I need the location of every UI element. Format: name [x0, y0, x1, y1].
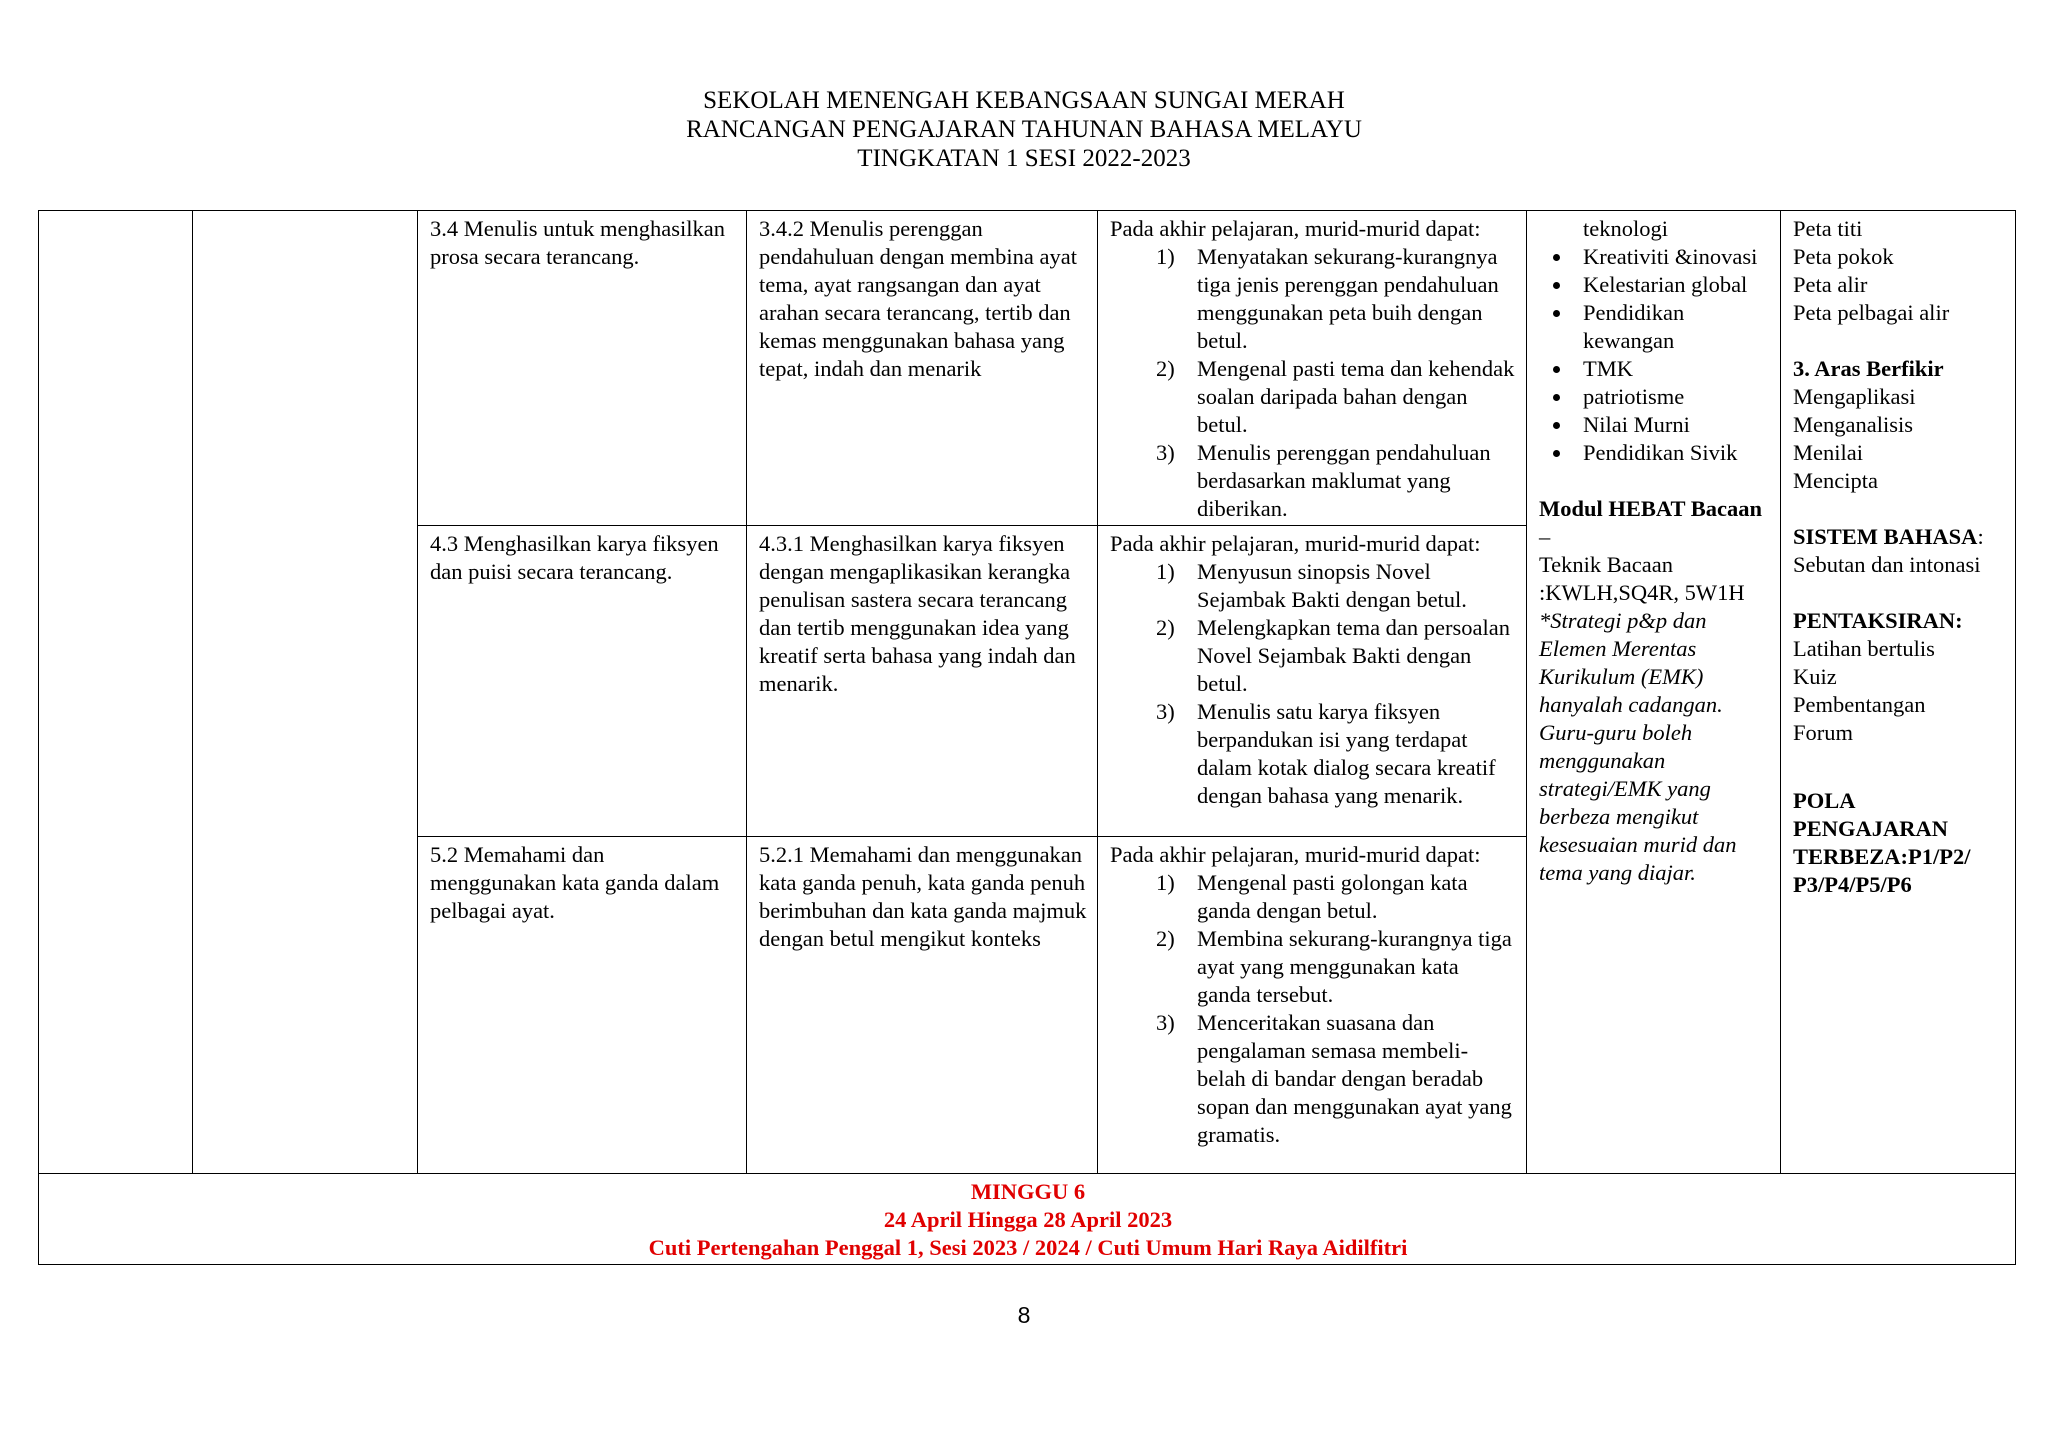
plan-title: RANCANGAN PENGAJARAN TAHUNAN BAHASA MELAYU — [686, 116, 1362, 143]
item-number: 1) — [1156, 559, 1175, 584]
item-number: 2) — [1156, 615, 1175, 640]
lesson-plan-table — [38, 210, 2016, 1265]
item-number: 2) — [1156, 356, 1175, 381]
aras-item: Menganalisis — [1793, 412, 1913, 437]
list-item — [1110, 355, 1516, 439]
list-item: Kelestarian global — [1583, 271, 1770, 299]
list-item: Nilai Murni — [1583, 411, 1770, 439]
pentaksiran-item: Kuiz — [1793, 664, 1837, 689]
aras-item: Menilai — [1793, 440, 1863, 465]
document-header — [0, 86, 2048, 173]
objectives-cell — [1098, 211, 1527, 526]
week-footer — [39, 1174, 2016, 1265]
content-standard-cell: 3.4 Menulis untuk menghasilkan prosa secara terancang. — [418, 211, 747, 526]
list-item: patriotisme — [1583, 383, 1770, 411]
learning-standard-cell: 4.3.1 Menghasilkan karya fiksyen dengan mengaplikasikan kerangka penulisan sastera secara terancang dan tertib menggunakan idea yang kreatif serta bahasa yang indah dan menarik. — [747, 526, 1098, 837]
strategy-note: *Strategi p&p dan Elemen Merentas Kurikulum (EMK) hanyalah cadangan. Guru-guru boleh menggunakan strategi/EMK yang berbeza mengikut kesesuaian murid dan tema yang diajar. — [1539, 608, 1737, 885]
pentaksiran-item: Forum — [1793, 720, 1854, 745]
holiday-note: Cuti Pertengahan Penggal 1, Sesi 2023 / 2024 / Cuti Umum Hari Raya Aidilfitri — [648, 1235, 1408, 1260]
modul-dash: – — [1539, 524, 1551, 549]
item-text: Menceritakan suasana dan pengalaman semasa membeli-belah di bandar dengan beradab sopan dan menggunakan ayat yang gramatis. — [1197, 1010, 1512, 1147]
list-item: TMK — [1583, 355, 1770, 383]
aras-title: 3. Aras Berfikir — [1793, 356, 1944, 381]
map-item: Peta alir — [1793, 272, 1868, 297]
item-number: 1) — [1156, 870, 1175, 895]
content-standard-cell: 5.2 Memahami dan menggunakan kata ganda dalam pelbagai ayat. — [418, 837, 747, 1174]
modul-technique: Teknik Bacaan :KWLH,SQ4R, 5W1H — [1539, 552, 1745, 605]
modul-hebat — [1539, 495, 1770, 551]
page-number: 8 — [1017, 1302, 1031, 1328]
item-number: 3) — [1156, 440, 1175, 465]
list-item — [1110, 1009, 1516, 1149]
objectives-intro: Pada akhir pelajaran, murid-murid dapat: — [1110, 842, 1481, 867]
objectives-cell — [1098, 837, 1527, 1174]
theme-cell — [193, 211, 418, 1174]
emk-cell — [1527, 211, 1781, 1174]
form-session: TINGKATAN 1 SESI 2022-2023 — [857, 145, 1191, 172]
emk-list — [1539, 243, 1770, 467]
list-item — [1110, 698, 1516, 810]
item-text: Menyatakan sekurang-kurangnya tiga jenis perenggan pendahuluan menggunakan peta buih dengan betul. — [1197, 244, 1499, 353]
list-item — [1110, 869, 1516, 925]
objectives-intro: Pada akhir pelajaran, murid-murid dapat: — [1110, 216, 1481, 241]
week-cell — [39, 211, 193, 1174]
content-standard-cell: 4.3 Menghasilkan karya fiksyen dan puisi secara terancang. — [418, 526, 747, 837]
list-item — [1110, 243, 1516, 355]
list-item — [1110, 558, 1516, 614]
objectives-intro: Pada akhir pelajaran, murid-murid dapat: — [1110, 531, 1481, 556]
sistem-text: Sebutan dan intonasi — [1793, 552, 1981, 577]
aras-item: Mengaplikasi — [1793, 384, 1916, 409]
week-label: MINGGU 6 — [970, 1179, 1086, 1204]
school-name: SEKOLAH MENENGAH KEBANGSAAN SUNGAI MERAH — [703, 87, 1345, 114]
pentaksiran-item: Pembentangan — [1793, 692, 1926, 717]
map-item: Peta pelbagai alir — [1793, 300, 1950, 325]
item-text: Menulis satu karya fiksyen berpandukan isi yang terdapat dalam kotak dialog secara kreatif dengan bahasa yang menarik. — [1197, 699, 1496, 808]
list-item: Pendidikan Sivik — [1583, 439, 1770, 467]
sistem-colon: : — [1977, 524, 1984, 549]
modul-title: Modul HEBAT Bacaan — [1539, 496, 1762, 521]
list-item — [1110, 925, 1516, 1009]
list-item: Kreativiti &inovasi — [1583, 243, 1770, 271]
item-text: Membina sekurang-kurangnya tiga ayat yang menggunakan kata ganda tersebut. — [1197, 926, 1512, 1007]
item-number: 1) — [1156, 244, 1175, 269]
learning-standard-cell: 3.4.2 Menulis perenggan pendahuluan dengan membina ayat tema, ayat rangsangan dan ayat arahan secara terancang, tertib dan kemas menggunakan bahasa yang tepat, indah dan menarik — [747, 211, 1098, 526]
week-dates: 24 April Hingga 28 April 2023 — [883, 1207, 1173, 1232]
list-item — [1110, 614, 1516, 698]
table-row — [39, 211, 2016, 526]
item-text: Mengenal pasti golongan kata ganda dengan betul. — [1197, 870, 1468, 923]
list-item: Pendidikan kewangan — [1583, 299, 1770, 355]
objectives-list — [1110, 243, 1516, 523]
objectives-list — [1110, 869, 1516, 1149]
map-item: Peta pokok — [1793, 244, 1894, 269]
table-row — [39, 1174, 2016, 1265]
aras-item: Mencipta — [1793, 468, 1878, 493]
item-number: 3) — [1156, 1010, 1175, 1035]
objectives-list — [1110, 558, 1516, 810]
item-number: 2) — [1156, 926, 1175, 951]
map-item: Peta titi — [1793, 216, 1863, 241]
learning-standard-cell: 5.2.1 Memahami dan menggunakan kata ganda penuh, kata ganda penuh berimbuhan dan kata ganda majmuk dengan betul mengikut konteks — [747, 837, 1098, 1174]
list-item — [1110, 439, 1516, 523]
pentaksiran-title: PENTAKSIRAN: — [1793, 608, 1963, 633]
notes-cell — [1781, 211, 2016, 1174]
pentaksiran-item: Latihan bertulis — [1793, 636, 1935, 661]
item-text: Menyusun sinopsis Novel Sejambak Bakti dengan betul. — [1197, 559, 1467, 612]
item-number: 3) — [1156, 699, 1175, 724]
sistem-bahasa — [1793, 523, 2005, 551]
item-text: Menulis perenggan pendahuluan berdasarkan maklumat yang diberikan. — [1197, 440, 1491, 521]
pola-title: POLA PENGAJARAN TERBEZA:P1/P2/ P3/P4/P5/P6 — [1793, 788, 1971, 897]
sistem-title: SISTEM BAHASA — [1793, 524, 1978, 549]
item-text: Melengkapkan tema dan persoalan Novel Sejambak Bakti dengan betul. — [1197, 615, 1511, 696]
emk-continued: teknologi — [1583, 216, 1668, 241]
objectives-cell — [1098, 526, 1527, 837]
item-text: Mengenal pasti tema dan kehendak soalan daripada bahan dengan betul. — [1197, 356, 1515, 437]
